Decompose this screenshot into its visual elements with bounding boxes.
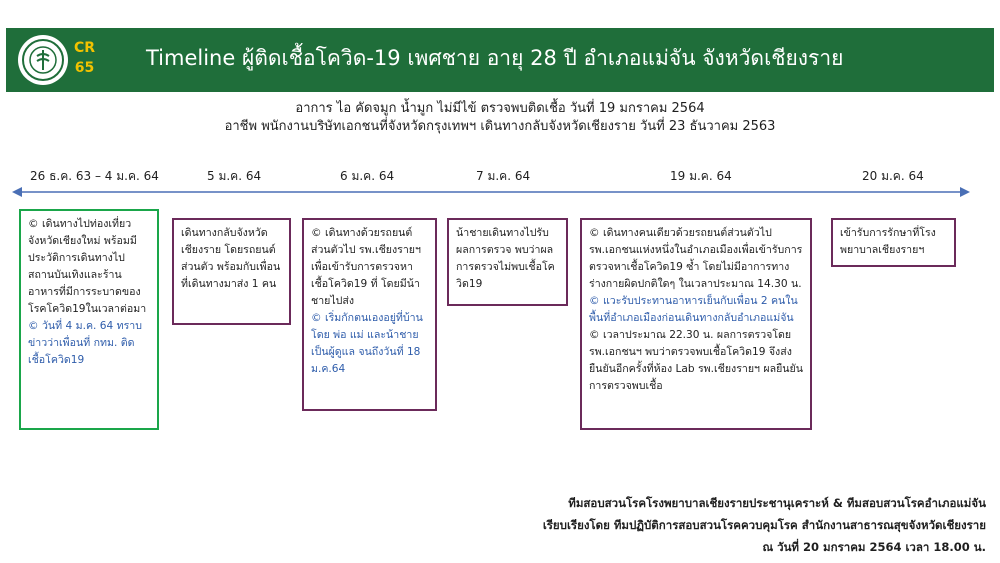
event-card-jan20: เข้ารับการรักษาที่โรงพยาบาลเชียงรายฯ	[831, 218, 956, 267]
timeline-date-2: 5 ม.ค. 64	[207, 169, 262, 183]
summary-symptoms: อาการ ไอ คัดจมูก น้ำมูก ไม่มีไข้ ตรวจพบติดเชื้อ วันที่ 19 มกราคม 2564	[295, 101, 705, 116]
timeline-date-1: 26 ธ.ค. 63 – 4 ม.ค. 64	[30, 169, 159, 183]
event-card-jan6: © เดินทางด้วยรถยนต์ส่วนตัวไป รพ.เชียงรายฯ เพื่อเข้ารับการตรวจหาเชื้อโควิด19 ที่ โดยมีน้าชายไปส่ง © เริ่มกักตนเองอยู่ที่บ้าน โดย พ่อ แม่ และน้าชายเป็นผู้ดูแล จนถึงวันที่ 18 ม.ค.64	[302, 218, 437, 411]
cr-badge: CR 65	[74, 40, 96, 76]
footer-compiled-by: เรียบเรียงโดย ทีมปฏิบัติการสอบสวนโรคควบคุมโรค สำนักงานสาธารณสุขจังหวัดเชียงราย	[542, 518, 986, 532]
event-card-dec26-jan4: © เดินทางไปท่องเที่ยวจังหวัดเชียงใหม่ พร้อมมีประวัติการเดินทางไปสถานบันเทิงและร้านอาหารที่มีการระบาดของโรคโควิด19ในเวลาต่อมา © วันที่ 4 ม.ค. 64 ทราบข่าวว่าเพื่อนที่ กทม. ติดเชื้อโควิด19	[19, 209, 159, 430]
event-card-jan7: น้าชายเดินทางไปรับผลการตรวจ พบว่าผลการตรวจไม่พบเชื้อโควิด19	[447, 218, 568, 306]
timeline-date-4: 7 ม.ค. 64	[476, 169, 531, 183]
timeline-arrow	[12, 186, 970, 198]
timeline-date-5: 19 ม.ค. 64	[670, 169, 732, 183]
summary-occupation: อาชีพ พนักงานบริษัทเอกชนที่จังหวัดกรุงเทพฯ เดินทางกลับจังหวัดเชียงราย วันที่ 23 ธันวาคม 2563	[224, 119, 776, 134]
footer-date: ณ วันที่ 20 มกราคม 2564 เวลา 18.00 น.	[762, 540, 986, 554]
credits-footer	[543, 492, 986, 558]
case-summary	[0, 100, 1000, 136]
header-banner	[6, 28, 994, 92]
footer-teams: ทีมสอบสวนโรคโรงพยาบาลเชียงรายประชานุเคราะห์ & ทีมสอบสวนโรคอำเภอแม่จัน	[568, 496, 986, 510]
page-title: Timeline ผู้ติดเชื้อโควิด-19 เพศชาย อายุ 28 ปี อำเภอแม่จัน จังหวัดเชียงราย	[146, 46, 844, 70]
timeline-date-3: 6 ม.ค. 64	[340, 169, 395, 183]
event-card-jan19: © เดินทางคนเดียวด้วยรถยนต์ส่วนตัวไป รพ.เอกชนแห่งหนึ่งในอำเภอเมืองเพื่อเข้ารับการตรวจหาเชื้อโควิด19 ซ้ำ โดยไม่มีอาการทางร่างกายผิดปกติใดๆ ในเวลาประมาณ 14.30 น. © แวะรับประทานอาหารเย็นกับเพื่อน 2 คนในพื้นที่อำเภอเมืองก่อนเดินทางกลับอำเภอแม่จัน © เวลาประมาณ 22.30 น. ผลการตรวจโดย รพ.เอกชนฯ พบว่าตรวจพบเชื้อโควิด19 จึงส่งยืนยันอีกครั้งที่ห้อง Lab รพ.เชียงรายฯ ผลยืนยันการตรวจพบเชื้อ	[580, 218, 812, 430]
event-card-jan5: เดินทางกลับจังหวัดเชียงราย โดยรถยนต์ส่วนตัว พร้อมกับเพื่อนที่เดินทางมาส่ง 1 คน	[172, 218, 291, 325]
ministry-logo-icon	[18, 35, 68, 85]
timeline-date-6: 20 ม.ค. 64	[862, 169, 924, 183]
